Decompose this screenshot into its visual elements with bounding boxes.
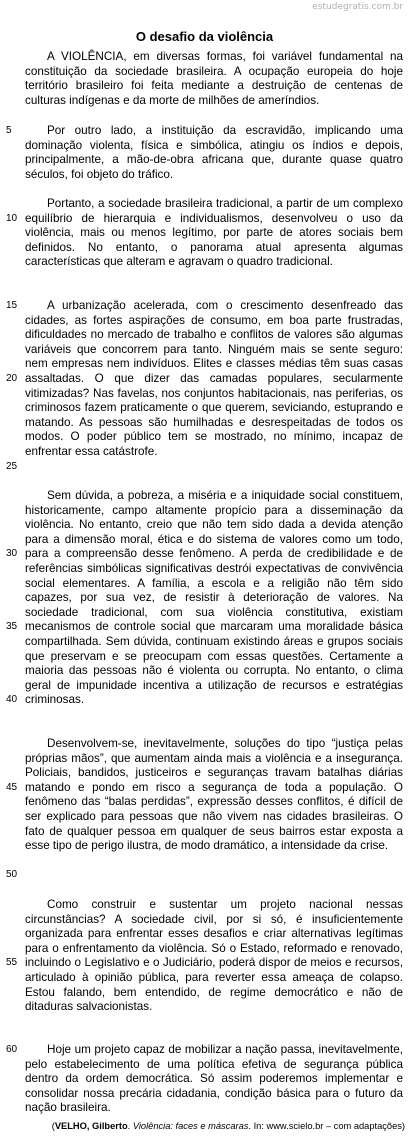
paragraph-6: Desenvolvem-se, inevitavelmente, soluções do tipo “justiça pelas próprias mãos”, que aumentam ainda mais a violência e a insegurança. Policiais, bandidos, justiceiros e seguranças travam batalhas diárias matando e pondo em risco a segurança de toda a população. O fenômeno das “balas perdidas”, expressão desses conflitos, é difícil de ser explicado para pessoas que não vivem nas cidades brasileiras. O fato de qualquer pessoa em qualquer de seus bairros estar exposta a esse tipo de perigo ilustra, de modo dramático, a intensidade da crise. <box>25 737 403 853</box>
paragraph-4: A urbanização acelerada, com o crescimento desenfreado das cidades, as fortes aspirações de consumo, em boa parte frustradas, dificuldades no mercado de trabalho e conflitos de valores são algumas variáveis que concorrem para tanto. Ninguém mais se sente seguro: nem empresas nem indivíduos. Elites e classes médias têm suas casas assaltadas. O que dizer das camadas populares, secularmente vitimizadas? Nas favelas, nos conjuntos habitacionais, nas periferias, os criminosos fazem praticamente o que querem, seviciando, estuprando e matando. As pessoas são humilhadas e desrespeitadas de todos os modos. O poder público tem se mostrado, no mínimo, incapaz de enfrentar essa catástrofe. <box>25 299 403 458</box>
citation-work: Violência: faces e máscaras <box>132 1121 249 1131</box>
line-number: 25 <box>6 461 18 472</box>
citation-author: VELHO, Gilberto <box>54 1121 128 1131</box>
paragraph-3: Portanto, a sociedade brasileira tradicional, a partir de um complexo equilíbrio de hierarquia e individualismos, desenvolveu o uso da violência, mais ou menos legítimo, por parte de atores sociais bem definidos. No entanto, o panorama atual apresenta algumas características que alteram e agravam o quadro tradicional. <box>25 197 403 269</box>
line-number: 30 <box>6 548 18 559</box>
paragraph-1: A VIOLÊNCIA, em diversas formas, foi variável fundamental na constituição da sociedade brasileira. A ocupação europeia do hoje território brasileiro foi feita mediante a destruição de centenas de culturas indígenas e da morte de milhões de ameríndios. <box>25 50 403 107</box>
site-watermark: estudegratis.com.br <box>312 2 403 12</box>
line-number: 60 <box>6 1044 18 1055</box>
paragraph-5: Sem dúvida, a pobreza, a miséria e a iniquidade social constituem, historicamente, campo altamente propício para a disseminação da violência. No entanto, creio que não tem sido dada a devida atenção para a dimensão moral, ética e do sistema de valores como um todo, para a compreensão desse fenômeno. A perda de credibilidade e de referências simbólicas significativas destrói expectativas de convivência social elementares. A família, a escola e a religião não têm sido capazes, por sua vez, de resistir à deterioração de valores. Na sociedade tradicional, com sua violência constitutiva, existiam mecanismos de controle social que marcaram uma moralidade básica compartilhada. Sem dúvida, continuam existindo áreas e grupos sociais que preservam e se preocupam com essas questões. Certamente a maioria das pessoas não é violenta ou corrupta. No entanto, o clima geral de impunidade incentiva a utilização de recursos e estratégias criminosas. <box>25 489 403 707</box>
line-number: 45 <box>6 782 18 793</box>
line-number: 35 <box>6 621 18 632</box>
article-title: O desafio da violência <box>135 29 274 44</box>
line-number: 5 <box>6 125 12 136</box>
line-number: 20 <box>6 373 18 384</box>
line-number: 55 <box>6 957 18 968</box>
line-number: 50 <box>6 869 18 880</box>
line-number: 15 <box>6 300 18 311</box>
source-citation: (VELHO, Gilberto. Violência: faces e máscaras. In: www.scielo.br – com adaptações) <box>51 1121 405 1131</box>
paragraph-7: Como construir e sustentar um projeto nacional nessas circunstâncias? A sociedade civil, por si só, é insuficientemente organizada para enfrentar esses desafios e criar alternativas legítimas para o enfrentamento da violência. Só o Estado, reformado e renovado, incluindo o Legislativo e o Judiciário, poderá dispor de meios e recursos, articulado à opinião pública, para reverter essa ameaça de colapso. Estou falando, bem entendido, de regime democrático e não de ditaduras salvacionistas. <box>25 898 403 1014</box>
line-number: 40 <box>6 694 18 705</box>
paragraph-2: Por outro lado, a instituição da escravidão, implicando uma dominação violenta, física e simbólica, atingiu os índios e depois, principalmente, a mão-de-obra africana que, durante quase quatro séculos, foi objeto do tráfico. <box>25 124 403 181</box>
line-number: 10 <box>6 213 18 224</box>
paragraph-8: Hoje um projeto capaz de mobilizar a nação passa, inevitavelmente, pelo estabelecimento de uma política efetiva de segurança pública dentro da ordem democrática. Só assim poderemos implementar e consolidar nossa precária cidadania, condição básica para o futuro da nação brasileira. <box>25 1043 403 1115</box>
